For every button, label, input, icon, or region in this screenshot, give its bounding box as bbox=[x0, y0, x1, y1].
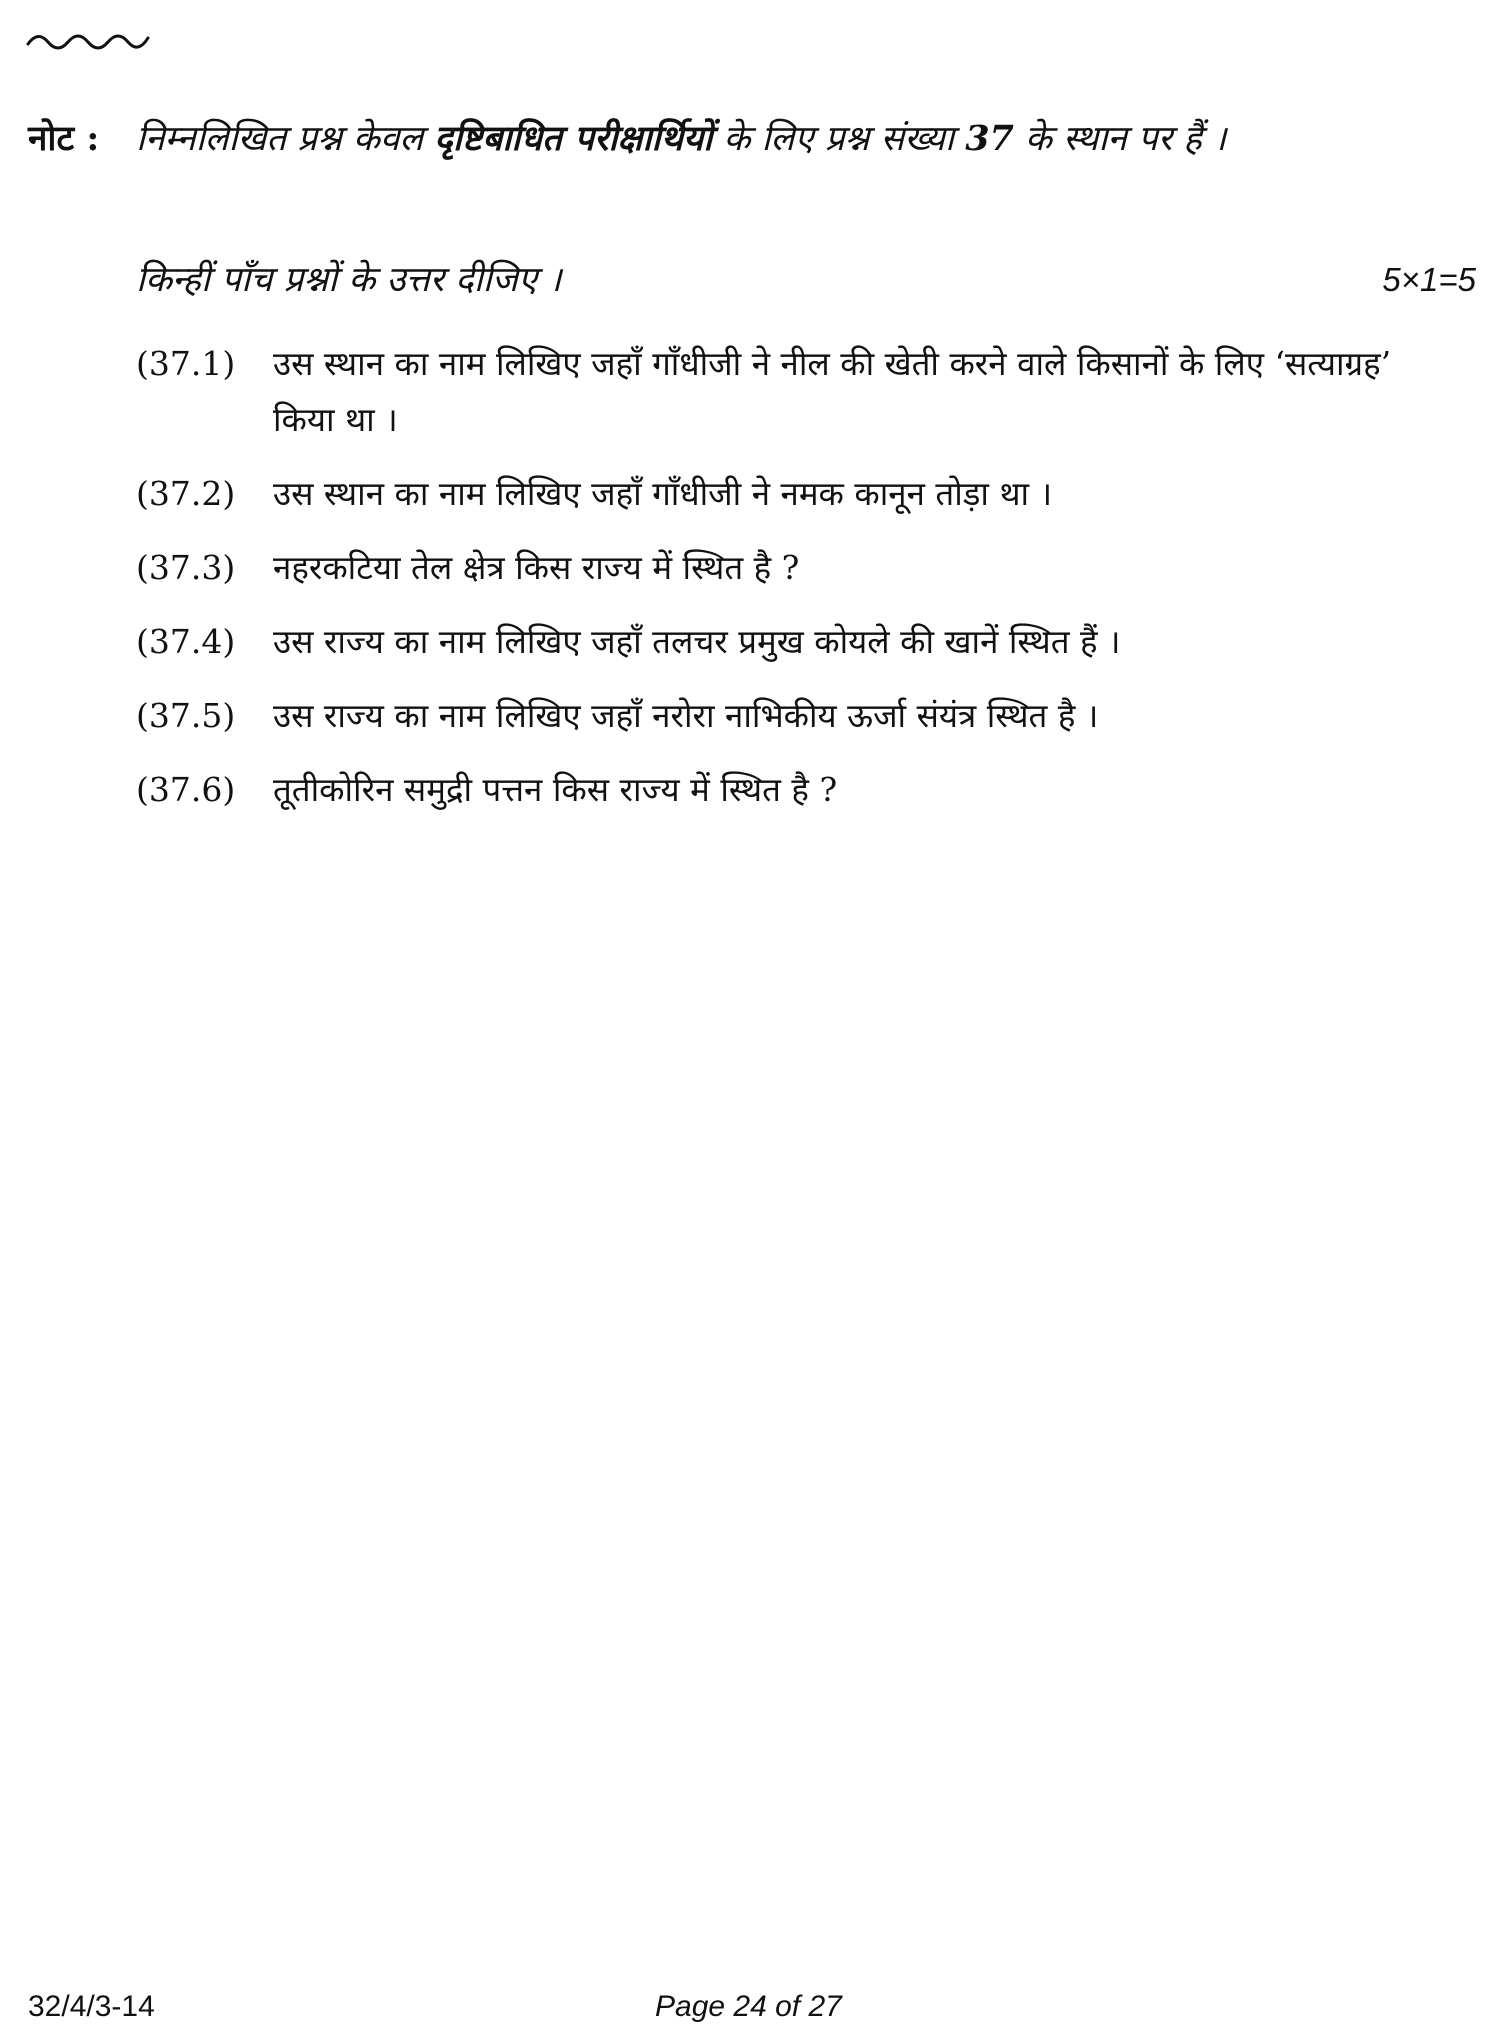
question-number: (37.1) bbox=[136, 344, 236, 383]
question-text: उस राज्य का नाम लिखिए जहाँ नरोरा नाभिकीय ऊर्जा संयंत्र स्थित है । bbox=[273, 696, 1099, 735]
question-number: (37.3) bbox=[136, 548, 236, 587]
question-text: उस स्थान का नाम लिखिए जहाँ गाँधीजी ने नमक कानून तोड़ा था । bbox=[273, 474, 1053, 513]
instruction-text: किन्हीं पाँच प्रश्नों के उत्तर दीजिए । bbox=[136, 260, 562, 300]
note-text-before: निम्नलिखित प्रश्न केवल bbox=[136, 119, 435, 159]
paper-code: 32/4/3-14 bbox=[28, 1990, 155, 2023]
note-text bbox=[136, 100, 1436, 178]
note-text-after: के स्थान पर हैं । bbox=[1013, 119, 1227, 159]
question-number: (37.2) bbox=[136, 474, 236, 513]
question-text: उस राज्य का नाम लिखिए जहाँ तलचर प्रमुख कोयले की खानें स्थित हैं । bbox=[273, 622, 1121, 661]
wave-mark-icon bbox=[26, 26, 156, 56]
question-text: नहरकटिया तेल क्षेत्र किस राज्य में स्थित है ? bbox=[273, 548, 800, 587]
question-number: (37.6) bbox=[136, 770, 236, 809]
question-text: उस स्थान का नाम लिखिए जहाँ गाँधीजी ने नील की खेती करने वाले किसानों के लिए ‘सत्याग्रह’ किया था । bbox=[273, 344, 1392, 439]
page-number: Page 24 of 27 bbox=[655, 1990, 842, 2023]
marks-allocation: 5×1=5 bbox=[1382, 261, 1476, 298]
question-number: (37.4) bbox=[136, 622, 236, 661]
note-label: नोट : bbox=[28, 118, 100, 159]
question-number: (37.5) bbox=[136, 696, 236, 735]
note-text-middle: के लिए प्रश्न संख्या bbox=[712, 119, 966, 159]
note-question-number: 37 bbox=[965, 118, 1014, 159]
question-text: तूतीकोरिन समुद्री पत्तन किस राज्य में स्थित है ? bbox=[273, 770, 838, 809]
note-text-bold: दृष्टिबाधित परीक्षार्थियों bbox=[434, 118, 713, 159]
